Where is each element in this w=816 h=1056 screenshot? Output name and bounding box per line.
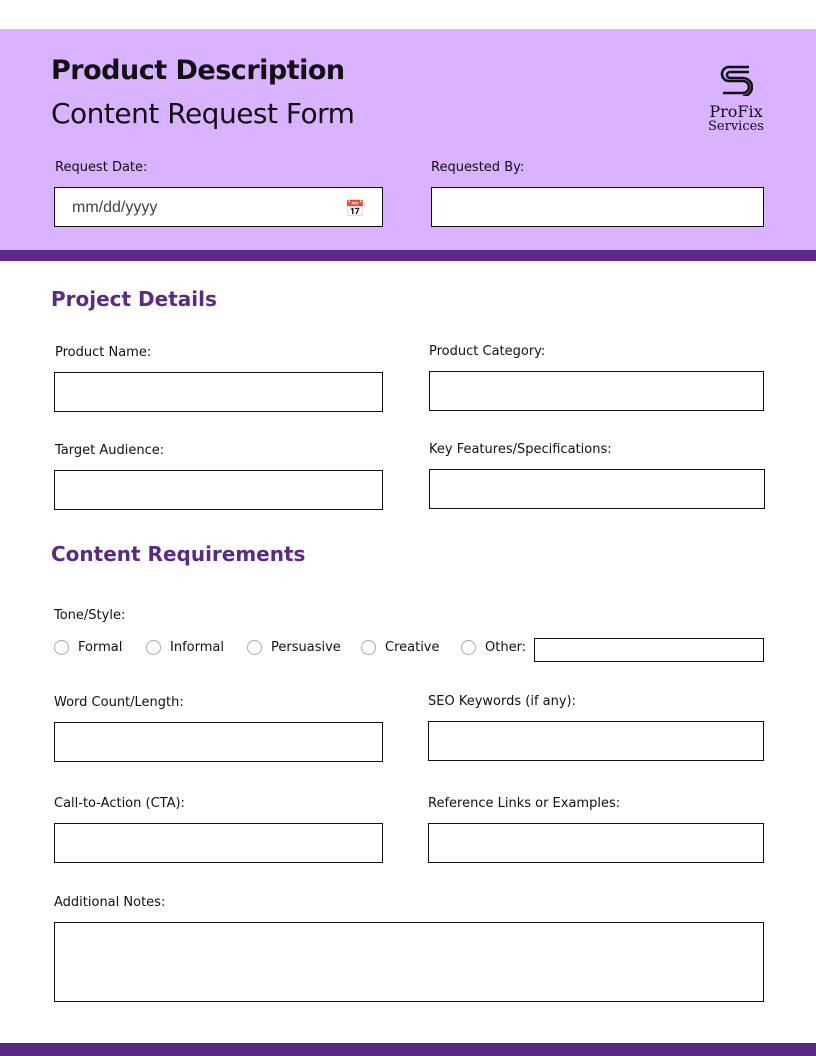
radio-other[interactable] (461, 640, 526, 655)
product-name-label: Product Name: (55, 345, 152, 360)
logo-name: ProFix (709, 102, 763, 121)
logo-icon (719, 64, 753, 96)
radio-circle[interactable] (361, 640, 376, 655)
key-features-label: Key Features/Specifications: (429, 442, 612, 457)
page-subtitle: Content Request Form (51, 97, 355, 130)
seo-label: SEO Keywords (if any): (428, 694, 577, 709)
radio-persuasive[interactable] (247, 640, 341, 655)
logo-sub: Services (708, 119, 764, 134)
target-audience-label: Target Audience: (55, 443, 165, 458)
logo (700, 64, 772, 134)
word-count-label: Word Count/Length: (54, 695, 184, 710)
cta-label: Call-to-Action (CTA): (54, 796, 185, 811)
radio-label: Persuasive (271, 640, 341, 655)
product-category-label: Product Category: (429, 344, 546, 359)
request-date-label: Request Date: (55, 160, 148, 175)
target-audience-input[interactable] (54, 470, 383, 510)
reference-links-input[interactable] (428, 823, 764, 863)
request-date-input[interactable] (54, 187, 383, 227)
product-name-input[interactable] (54, 372, 383, 412)
page-title: Product Description (51, 55, 345, 86)
cta-input[interactable] (54, 823, 383, 863)
seo-input[interactable] (428, 721, 764, 761)
calendar-icon[interactable]: 📅 (345, 201, 365, 218)
footer-band (0, 1043, 816, 1056)
radio-circle[interactable] (461, 640, 476, 655)
radio-circle[interactable] (54, 640, 69, 655)
date-placeholder: mm/dd/yyyy (72, 199, 158, 216)
reference-links-label: Reference Links or Examples: (428, 796, 621, 811)
radio-circle[interactable] (247, 640, 262, 655)
radio-creative[interactable] (361, 640, 440, 655)
tone-label: Tone/Style: (54, 608, 126, 623)
divider-band (0, 250, 816, 261)
radio-formal[interactable] (54, 640, 122, 655)
radio-circle[interactable] (146, 640, 161, 655)
radio-informal[interactable] (146, 640, 224, 655)
product-category-input[interactable] (429, 371, 764, 411)
notes-textarea[interactable] (54, 922, 764, 1002)
content-requirements-heading: Content Requirements (51, 542, 306, 566)
word-count-input[interactable] (54, 722, 383, 762)
radio-label: Formal (78, 640, 123, 655)
requested-by-input[interactable] (431, 187, 764, 227)
other-tone-input[interactable] (534, 638, 764, 662)
requested-by-label: Requested By: (431, 160, 525, 175)
radio-label: Informal (170, 640, 224, 655)
key-features-input[interactable] (429, 469, 765, 509)
notes-label: Additional Notes: (54, 895, 166, 910)
project-details-heading: Project Details (51, 287, 217, 311)
radio-label: Creative (385, 640, 440, 655)
radio-label: Other: (485, 640, 527, 655)
